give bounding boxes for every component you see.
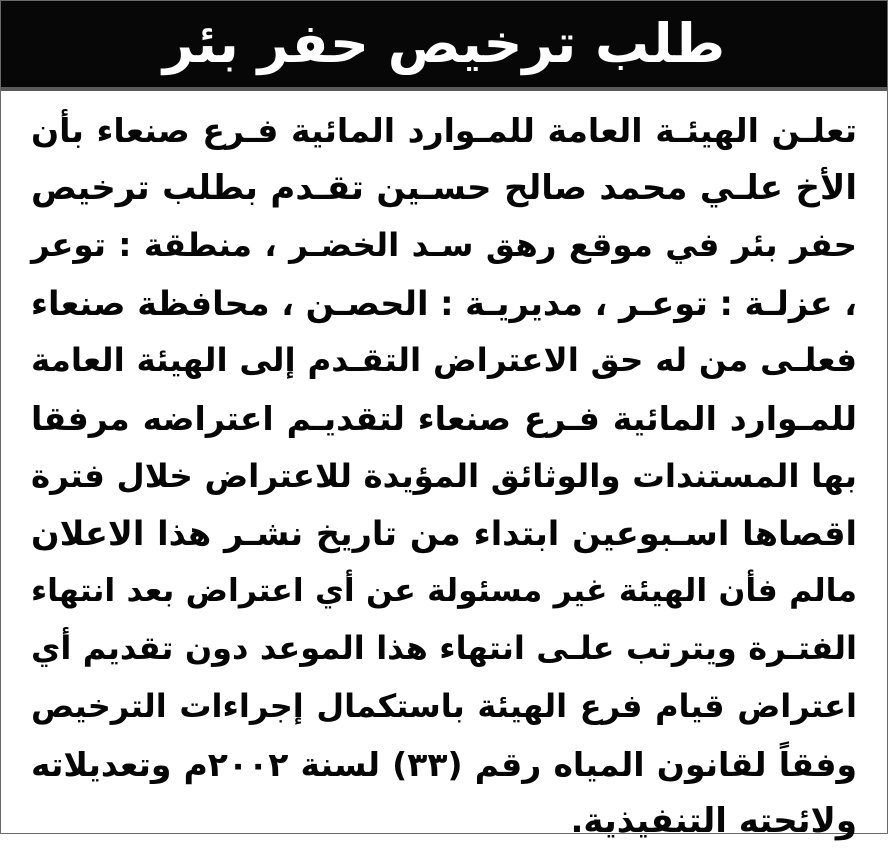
notice-line: الأخ علـي محمد صالح حسـين تقـدم بطلب ترخيص — [31, 167, 857, 208]
notice-line: اعتراض قيام فرع الهيئة باستكمال إجراءات الترخيص — [31, 686, 857, 725]
notice-line: ولائحته التنفيذية. — [570, 801, 857, 842]
notice-line: حفر بئر في موقع رهق سـد الخضـر ، منطقة : توعر — [31, 226, 857, 265]
notice-line: تعلـن الهيئـة العامة للمـوارد المائية فـرع صنعاء بأن — [31, 111, 857, 150]
notice-body — [31, 102, 857, 851]
notice-line: للمـوارد المائية فـرع صنعاء لتقديـم اعتراضه مرفقا — [31, 398, 857, 438]
notice-title: طلب ترخيص حفر بئر — [162, 12, 726, 75]
notice-line: وفقاً لقانون المياه رقم (٣٣) لسنة ٢٠٠٢م وتعديلاته — [31, 744, 857, 784]
notice-line: فعلـى من له حق الاعتراض التقـدم إلى الهيئة العامة — [31, 341, 857, 380]
notice-line: ، عزلـة : توعـر ، مديريـة : الحصـن ، محافظة صنعاء — [30, 283, 857, 323]
notice-line: مالم فأن الهيئة غير مسئولة عن أي اعتراض بعد انتهاء — [31, 572, 857, 609]
title-bar — [1, 1, 887, 91]
notice-line: بها المستندات والوثائق المؤيدة للاعتراض خلال فترة — [31, 456, 857, 495]
notice-line: اقصاها اسـبوعين ابتداء من تاريخ نشـر هذا الاعلان — [31, 514, 857, 554]
notice-line: الفتـرة ويترتب علـى انتهاء هذا الموعد دون تقديم أي — [31, 629, 857, 668]
